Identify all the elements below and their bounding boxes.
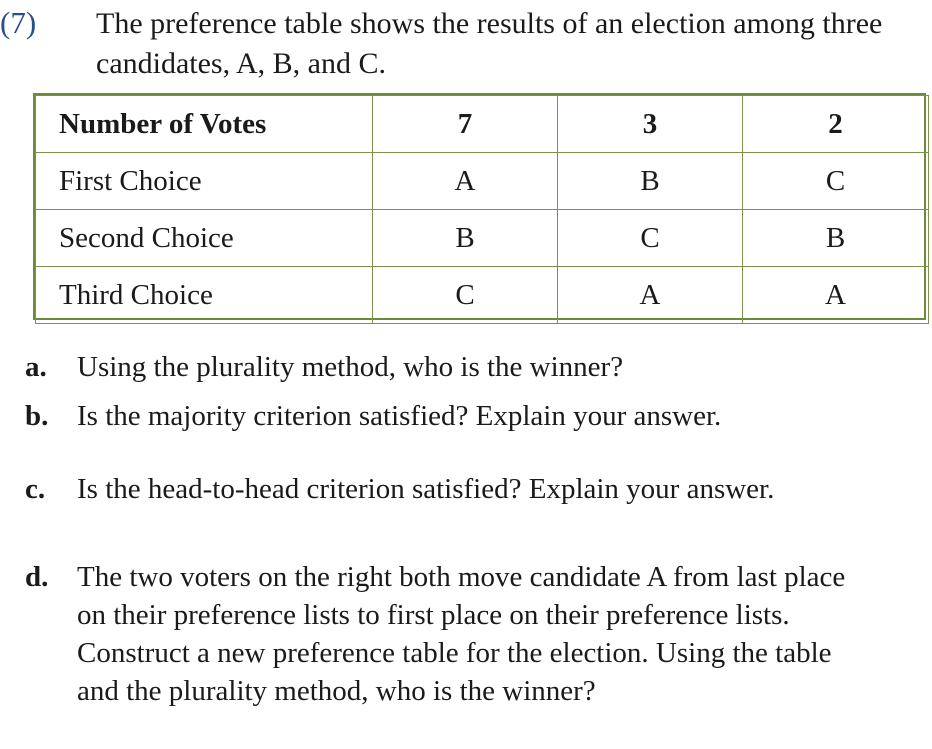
preference-table-frame	[33, 93, 926, 320]
problem-statement: The preference table shows the results of an election among three candidates, A, B, and C.	[96, 7, 883, 80]
question-text: Is the head-to-head criterion satisfied? Explain your answer.	[77, 473, 775, 505]
table-cell: B	[558, 153, 743, 210]
table-cell: C	[743, 153, 929, 210]
table-cell: A	[743, 267, 929, 324]
table-cell: C	[558, 210, 743, 267]
table-row	[36, 267, 929, 324]
table-cell: B	[373, 210, 558, 267]
row-label: Second Choice	[36, 210, 373, 267]
preference-table	[35, 95, 929, 324]
question-letter: a.	[25, 351, 47, 383]
table-cell: A	[373, 153, 558, 210]
table-cell: A	[558, 267, 743, 324]
question-letter: b.	[25, 400, 49, 432]
table-header-cell: 2	[743, 96, 929, 153]
question-letter: d.	[25, 561, 49, 593]
table-header-cell: 3	[558, 96, 743, 153]
table-cell: C	[373, 267, 558, 324]
table-header-label: Number of Votes	[36, 96, 373, 153]
table-header-row	[36, 96, 929, 153]
question-text: Using the plurality method, who is the winner?	[77, 351, 624, 383]
problem-number: (7)	[0, 5, 37, 40]
table-row	[36, 210, 929, 267]
row-label: First Choice	[36, 153, 373, 210]
row-label: Third Choice	[36, 267, 373, 324]
question-text: Is the majority criterion satisfied? Explain your answer.	[77, 400, 722, 432]
table-cell: B	[743, 210, 929, 267]
question-letter: c.	[25, 473, 46, 505]
question-text: The two voters on the right both move candidate A from last place on their preference lists to first place on their preference lists. Construct a new preference table for the election. Using the table and the plurality method, who is the winner?	[77, 561, 846, 707]
table-header-cell: 7	[373, 96, 558, 153]
table-row	[36, 153, 929, 210]
